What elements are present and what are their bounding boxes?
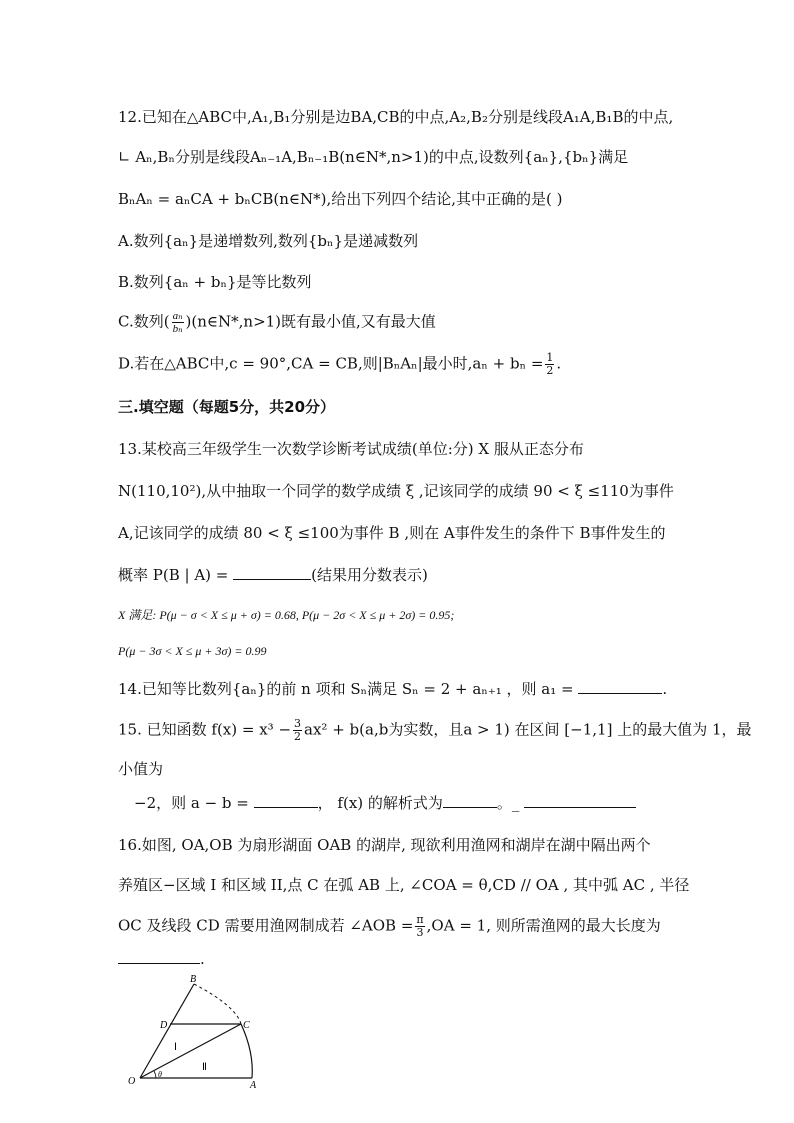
q12-line1: 12.已知在△ABC中,A₁,B₁分别是边BA,CB的中点,A₂,B₂分别是线段A₁A,B₁B的中点, <box>118 108 674 126</box>
q14-line <box>118 678 667 700</box>
q15-line2: 小值为 <box>118 760 164 778</box>
q13-note2: P(μ − 3σ < X ≤ μ + 3σ) = 0.99 <box>118 644 267 658</box>
q16-line3 <box>118 914 661 939</box>
fraction-numerator: aₙ <box>172 310 183 322</box>
q15-line3-pre: −2，则 a − b = <box>134 794 249 812</box>
label-d: D <box>160 1020 168 1031</box>
q12-option-c-pre: C.数列( <box>118 312 170 331</box>
q16-fraction <box>415 914 424 939</box>
q12-option-d-post: . <box>556 354 562 373</box>
angle-theta-arc <box>154 1071 156 1078</box>
label-c: C <box>243 1020 250 1031</box>
fraction-denominator: bₙ <box>172 323 183 335</box>
q12-option-c <box>118 310 436 335</box>
q13-line1: 13.某校高三年级学生一次数学诊断考试成绩(单位:分) X 服从正态分布 <box>118 440 584 458</box>
sector-figure <box>118 972 268 1090</box>
label-b: B <box>190 974 197 985</box>
q15-line1 <box>118 718 752 743</box>
arc-ca <box>241 1024 252 1078</box>
arc-bc-dashed <box>194 984 241 1024</box>
q13-line3: A,记该同学的成绩 80 < ξ ≤100为事件 B ,则在 A事件发生的条件下 B事件发生的 <box>118 524 666 542</box>
answer-blank-q15-b[interactable] <box>443 793 497 808</box>
label-o: O <box>128 1076 136 1087</box>
q13-note1: X 满足: P(μ − σ < X ≤ μ + σ) = 0.68, P(μ − 2σ < X ≤ μ + 2σ) = 0.95; <box>118 608 455 622</box>
q15-line3-post: 。_ <box>496 794 520 812</box>
q12-line3: BₙAₙ = aₙCA + bₙCB(n∈N*),给出下列四个结论,其中正确的是( ) <box>118 190 563 208</box>
answer-blank-q13[interactable] <box>233 565 311 580</box>
fraction-numerator: π <box>416 913 424 926</box>
q15-pre: 15. 已知函数 f(x) = x³ − <box>118 720 292 739</box>
q12-option-d-fraction <box>545 352 554 377</box>
q13-line4 <box>118 564 428 586</box>
label-a: A <box>250 1080 257 1090</box>
label-region-i: Ⅰ <box>174 1042 177 1053</box>
q13-line4-post: (结果用分数表示) <box>311 566 428 584</box>
answer-blank-q15-c[interactable] <box>524 793 636 808</box>
q15-fraction <box>293 718 302 743</box>
answer-blank-q14[interactable] <box>578 679 662 694</box>
answer-blank-q16[interactable] <box>118 949 200 964</box>
answer-blank-q15-a[interactable] <box>254 793 318 808</box>
q12-option-c-post: )(n∈N*,n>1)既有最小值,又有最大值 <box>185 312 436 331</box>
q16-line3-post: ,OA = 1, 则所需渔网的最大长度为 <box>426 916 661 935</box>
fraction-denominator: 2 <box>294 730 302 743</box>
label-region-ii: Ⅱ <box>202 1062 207 1073</box>
q13-line4-pre: 概率 P(B | A) = <box>118 566 229 584</box>
fraction-numerator: 3 <box>294 717 302 730</box>
q14-post: . <box>662 680 668 698</box>
q12-line2: ∟ Aₙ,Bₙ分别是线段Aₙ₋₁A,Bₙ₋₁B(n∈N*,n>1)的中点,设数列{aₙ},{bₙ}满足 <box>118 148 629 166</box>
label-theta: θ <box>158 1070 162 1079</box>
q16-line4-post: . <box>200 950 205 968</box>
fraction-numerator: 1 <box>546 351 554 364</box>
q15-line3 <box>134 792 636 814</box>
q16-line2: 养殖区−区域 I 和区域 II,点 C 在弧 AB 上, ∠COA = θ,CD // OA , 其中弧 AC , 半径 <box>118 876 690 894</box>
q12-option-b: B.数列{aₙ + bₙ}是等比数列 <box>118 273 312 291</box>
q16-line3-pre: OC 及线段 CD 需要用渔网制成若 ∠AOB = <box>118 916 414 935</box>
q16-line1: 16.如图, OA,OB 为扇形湖面 OAB 的湖岸, 现欲利用渔网和湖岸在湖中隔出两个 <box>118 836 651 854</box>
section-heading: 三.填空题（每题5分，共20分） <box>118 398 336 416</box>
q12-option-d <box>118 352 561 377</box>
q12-option-c-fraction <box>172 310 184 335</box>
q12-option-d-pre: D.若在△ABC中,c = 90°,CA = CB,则|BₙAₙ|最小时,aₙ + bₙ = <box>118 354 544 373</box>
fraction-denominator: 2 <box>546 364 554 377</box>
q16-line4 <box>118 948 205 970</box>
fraction-denominator: 3 <box>416 926 424 939</box>
q15-post: ax² + b(a,b为实数，且a > 1) 在区间 [−1,1] 上的最大值为 1，最 <box>304 720 752 739</box>
q13-line2: N(110,10²),从中抽取一个同学的数学成绩 ξ ,记该同学的成绩 90 < ξ ≤110为事件 <box>118 482 674 500</box>
q12-option-a: A.数列{aₙ}是递增数列,数列{bₙ}是递减数列 <box>118 232 419 250</box>
q15-line3-mid: ， f(x) 的解析式为 <box>317 794 443 812</box>
q14-pre: 14.已知等比数列{aₙ}的前 n 项和 Sₙ满足 Sₙ = 2 + aₙ₊₁ ，则 a₁ = <box>118 680 574 698</box>
